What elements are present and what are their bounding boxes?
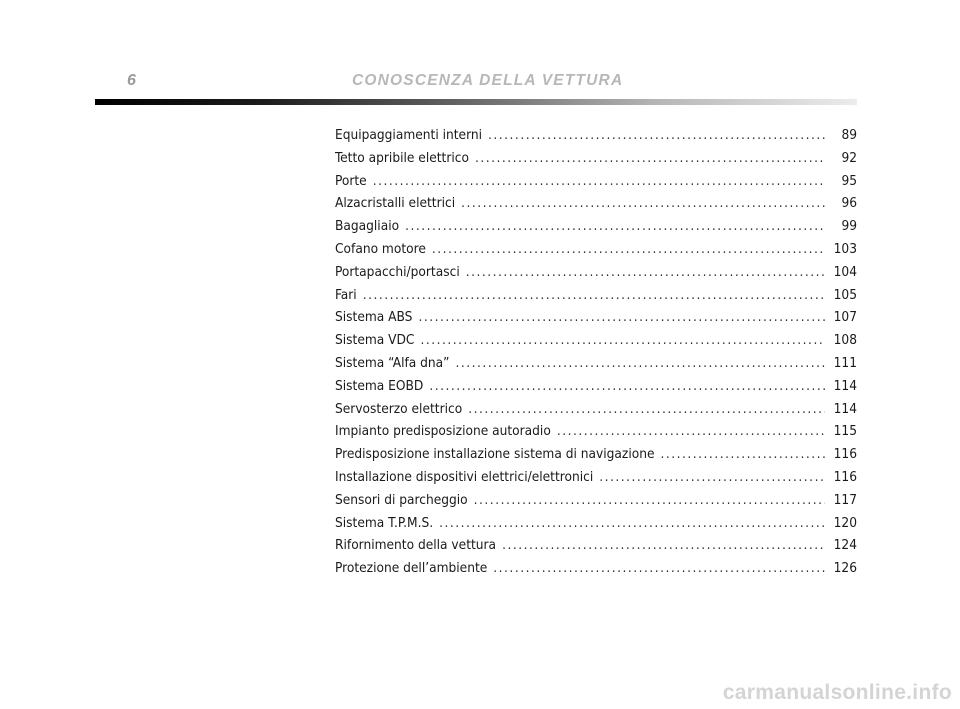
- toc-page-number: 126: [833, 560, 857, 577]
- toc-title: Protezione dell’ambiente: [335, 560, 488, 577]
- toc-row[interactable]: [335, 284, 857, 307]
- toc-title: Sistema T.P.M.S.: [335, 514, 434, 531]
- toc-title: Alzacristalli elettrici: [335, 195, 456, 212]
- header-rule: [95, 99, 857, 105]
- toc-row[interactable]: [335, 489, 857, 512]
- toc-leader-dots: [432, 238, 825, 261]
- table-of-contents: [335, 124, 857, 580]
- toc-page-number: 107: [833, 309, 857, 326]
- toc-title: Rifornimento della vettura: [335, 537, 497, 554]
- toc-title: Impianto predisposizione autoradio: [335, 423, 551, 440]
- toc-row[interactable]: [335, 443, 857, 466]
- page-number: 6: [127, 72, 136, 89]
- toc-leader-dots: [429, 375, 825, 398]
- toc-row[interactable]: [335, 375, 857, 398]
- toc-page-number: 108: [833, 332, 857, 349]
- toc-title: Portapacchi/portasci: [335, 263, 460, 280]
- toc-page-number: 115: [833, 423, 857, 440]
- toc-page-number: 114: [833, 400, 857, 417]
- toc-page-number: 111: [833, 354, 857, 371]
- toc-leader-dots: [439, 512, 825, 535]
- watermark: carmanualsonline.info: [722, 681, 952, 704]
- toc-row[interactable]: [335, 215, 857, 238]
- toc-leader-dots: [475, 147, 825, 170]
- toc-row[interactable]: [335, 124, 857, 147]
- toc-leader-dots: [599, 466, 825, 489]
- toc-title: Sensori di parcheggio: [335, 491, 468, 508]
- toc-leader-dots: [456, 352, 825, 375]
- toc-title: Sistema VDC: [335, 332, 415, 349]
- toc-leader-dots: [405, 215, 825, 238]
- toc-title: Fari: [335, 286, 357, 303]
- toc-title: Cofano motore: [335, 240, 426, 257]
- toc-row[interactable]: [335, 420, 857, 443]
- toc-title: Tetto apribile elettrico: [335, 149, 469, 166]
- toc-page-number: 124: [833, 537, 857, 554]
- toc-title: Sistema “Alfa dna”: [335, 354, 450, 371]
- toc-leader-dots: [660, 443, 825, 466]
- toc-leader-dots: [493, 557, 825, 580]
- toc-title: Porte: [335, 172, 367, 189]
- toc-page-number: 116: [833, 468, 857, 485]
- toc-page-number: 96: [841, 195, 857, 212]
- toc-leader-dots: [557, 420, 825, 443]
- toc-row[interactable]: [335, 557, 857, 580]
- toc-title: Installazione dispositivi elettrici/elettronici: [335, 468, 594, 485]
- toc-page-number: 117: [833, 491, 857, 508]
- toc-row[interactable]: [335, 329, 857, 352]
- toc-page-number: 95: [841, 172, 857, 189]
- toc-page-number: 104: [833, 263, 857, 280]
- toc-leader-dots: [502, 534, 825, 557]
- toc-row[interactable]: [335, 238, 857, 261]
- toc-leader-dots: [418, 306, 825, 329]
- toc-row[interactable]: [335, 352, 857, 375]
- toc-title: Predisposizione installazione sistema di navigazione: [335, 446, 655, 463]
- toc-row[interactable]: [335, 466, 857, 489]
- toc-row[interactable]: [335, 306, 857, 329]
- toc-page-number: 114: [833, 377, 857, 394]
- toc-row[interactable]: [335, 512, 857, 535]
- toc-row[interactable]: [335, 170, 857, 193]
- toc-leader-dots: [461, 192, 825, 215]
- section-title: CONOSCENZA DELLA VETTURA: [352, 72, 624, 89]
- toc-leader-dots: [420, 329, 825, 352]
- toc-leader-dots: [488, 124, 825, 147]
- toc-title: Equipaggiamenti interni: [335, 127, 483, 143]
- toc-page-number: 103: [833, 240, 857, 257]
- toc-page-number: 116: [833, 446, 857, 463]
- toc-page-number: 99: [841, 218, 857, 235]
- toc-title: Sistema ABS: [335, 309, 413, 326]
- toc-leader-dots: [373, 170, 825, 193]
- toc-page-number: 120: [833, 514, 857, 531]
- toc-page-number: 89: [841, 127, 857, 143]
- toc-leader-dots: [468, 398, 825, 421]
- toc-leader-dots: [466, 261, 825, 284]
- toc-row[interactable]: [335, 534, 857, 557]
- toc-row[interactable]: [335, 398, 857, 421]
- toc-row[interactable]: [335, 192, 857, 215]
- toc-leader-dots: [363, 284, 825, 307]
- toc-leader-dots: [474, 489, 825, 512]
- toc-row[interactable]: [335, 147, 857, 170]
- toc-title: Servosterzo elettrico: [335, 400, 463, 417]
- toc-title: Bagagliaio: [335, 218, 400, 235]
- toc-page-number: 105: [833, 286, 857, 303]
- toc-title: Sistema EOBD: [335, 377, 424, 394]
- toc-row[interactable]: [335, 261, 857, 284]
- toc-page-number: 92: [841, 149, 857, 166]
